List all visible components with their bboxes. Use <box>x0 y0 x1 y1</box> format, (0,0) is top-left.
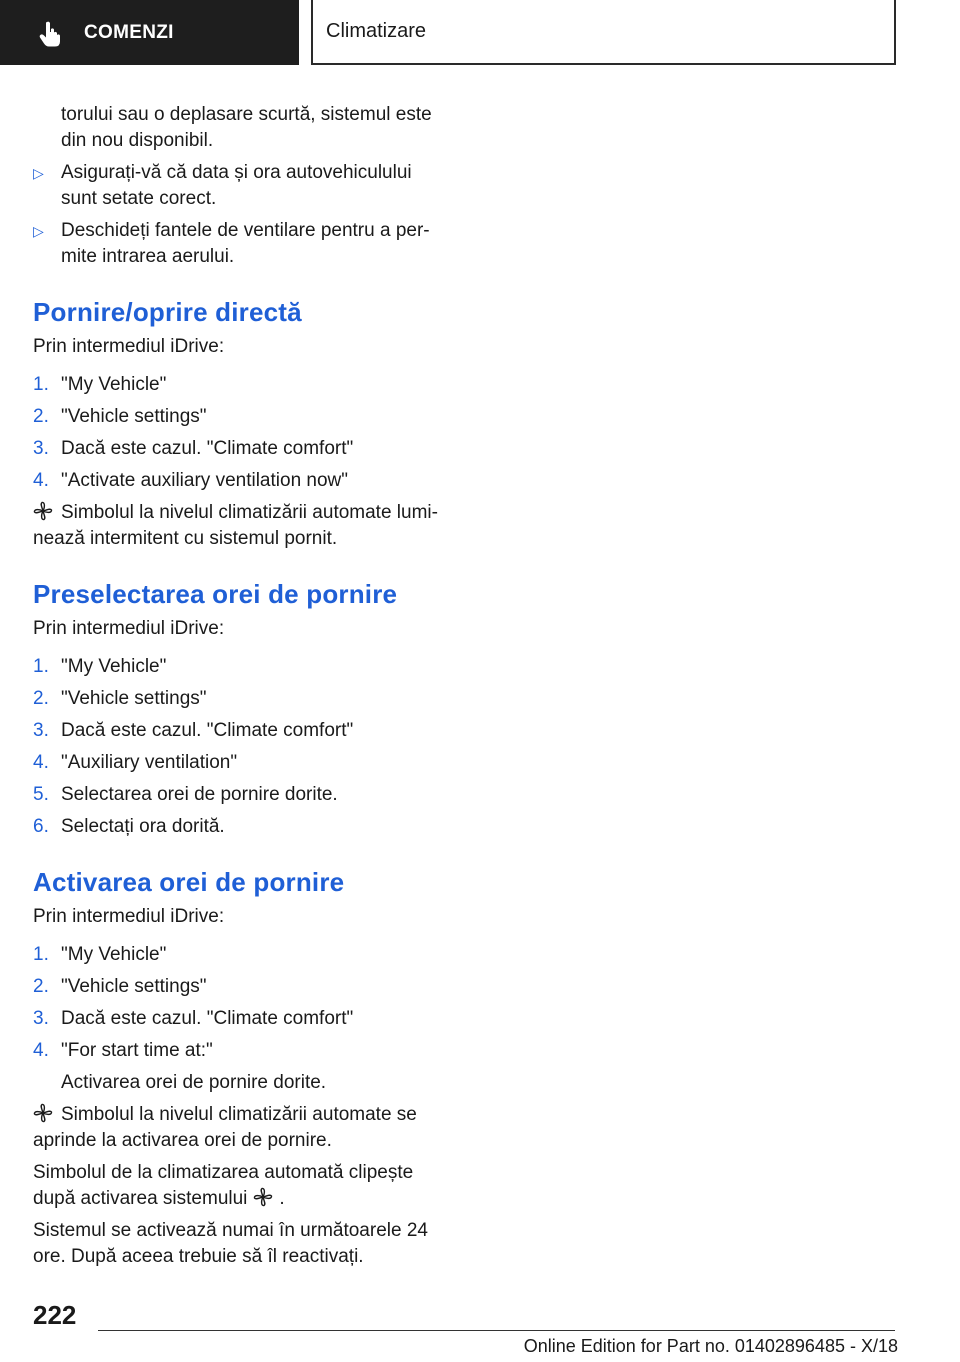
fan-note-text: Simbolul la nivelul climatizării automate se aprinde la activarea orei de pornire. <box>33 1104 417 1151</box>
fan-note <box>33 500 438 552</box>
intro-continuation: torului sau o deplasare scurtă, sistemul este din nou disponibil. <box>61 104 432 151</box>
step-number: 6. <box>33 816 49 837</box>
step-text: "Activate auxiliary ventilation now" <box>61 470 349 491</box>
step-text: "Vehicle settings" <box>61 976 207 997</box>
triangle-bullet-icon: ▷ <box>33 165 44 181</box>
chapter-tab-label: COMENZI <box>84 21 174 43</box>
step-text: "Vehicle settings" <box>61 406 207 427</box>
step-number: 1. <box>33 374 49 395</box>
list-item <box>33 718 438 744</box>
intro-bullet <box>33 160 438 212</box>
step-text: "Vehicle settings" <box>61 688 207 709</box>
fan-icon <box>253 1187 273 1207</box>
step-number: 3. <box>33 438 49 459</box>
step-text: Dacă este cazul. "Climate comfort" <box>61 1008 354 1029</box>
fan-icon <box>33 501 53 521</box>
step-text: Selectați ora dorită. <box>61 816 225 837</box>
section-lead: Prin intermediul iDrive: <box>33 906 225 927</box>
step-text: Selectarea orei de pornire dorite. <box>61 784 338 805</box>
step-number: 4. <box>33 752 49 773</box>
step-text: "For start time at:" <box>61 1040 213 1061</box>
list-item <box>33 372 438 398</box>
page-content <box>33 102 438 1276</box>
step-text: "My Vehicle" <box>61 656 167 677</box>
intro-bullet-text: Deschideți fantele de ventilare pentru a per- mite intrarea aerului. <box>61 220 430 267</box>
section-header-title: Climatizare <box>326 20 427 42</box>
list-item <box>33 654 438 680</box>
section-header <box>311 0 896 65</box>
step-text: "My Vehicle" <box>61 944 167 965</box>
step-number: 2. <box>33 406 49 427</box>
list-item <box>33 974 438 1000</box>
edition-text: Online Edition for Part no. 01402896485 - X/18 <box>523 1336 898 1356</box>
hand-pointer-icon <box>38 19 66 47</box>
step-text: "My Vehicle" <box>61 374 167 395</box>
section-heading: Activarea orei de pornire <box>33 867 345 897</box>
page-number: 222 <box>33 1300 77 1330</box>
section-heading: Pornire/oprire directă <box>33 297 302 327</box>
blink-note-text: Simbolul de la climatizarea automată clipește după activarea sistemului <box>33 1162 414 1209</box>
list-item <box>33 1038 438 1096</box>
step-text: "Auxiliary ventilation" <box>61 752 238 773</box>
blink-note-end: . <box>279 1188 285 1209</box>
intro-bullet <box>33 218 438 270</box>
fan-icon <box>33 1103 53 1123</box>
step-number: 3. <box>33 720 49 741</box>
step-number: 5. <box>33 784 49 805</box>
blink-note <box>33 1160 438 1212</box>
activation-note: Sistemul se activează numai în următoarele 24 ore. După aceea trebuie să îl reactivați. <box>33 1220 428 1267</box>
list-item <box>33 686 438 712</box>
step-number: 4. <box>33 1040 49 1061</box>
list-item <box>33 436 438 462</box>
triangle-bullet-icon: ▷ <box>33 223 44 239</box>
section-lead: Prin intermediul iDrive: <box>33 618 225 639</box>
footer-divider <box>98 1330 895 1331</box>
fan-note <box>33 1102 438 1154</box>
list-item <box>33 782 438 808</box>
step-text: Dacă este cazul. "Climate comfort" <box>61 438 354 459</box>
chapter-tab[interactable] <box>0 0 299 65</box>
step-number: 2. <box>33 976 49 997</box>
section-heading: Preselectarea orei de pornire <box>33 579 398 609</box>
list-item <box>33 404 438 430</box>
list-item <box>33 468 438 494</box>
step-number: 4. <box>33 470 49 491</box>
section-lead: Prin intermediul iDrive: <box>33 336 225 357</box>
list-item <box>33 942 438 968</box>
list-item <box>33 814 438 840</box>
step-number: 1. <box>33 656 49 677</box>
step-subtext: Activarea orei de pornire dorite. <box>61 1072 327 1093</box>
step-list <box>33 654 438 840</box>
list-item <box>33 750 438 776</box>
fan-note-text: Simbolul la nivelul climatizării automate lumi- nează intermitent cu sistemul pornit. <box>33 502 438 549</box>
list-item <box>33 1006 438 1032</box>
step-number: 2. <box>33 688 49 709</box>
intro-bullet-text: Asigurați-vă că data și ora autovehiculului sunt setate corect. <box>61 162 412 209</box>
step-text: Dacă este cazul. "Climate comfort" <box>61 720 354 741</box>
step-list <box>33 942 438 1096</box>
step-number: 1. <box>33 944 49 965</box>
step-list <box>33 372 438 494</box>
step-number: 3. <box>33 1008 49 1029</box>
